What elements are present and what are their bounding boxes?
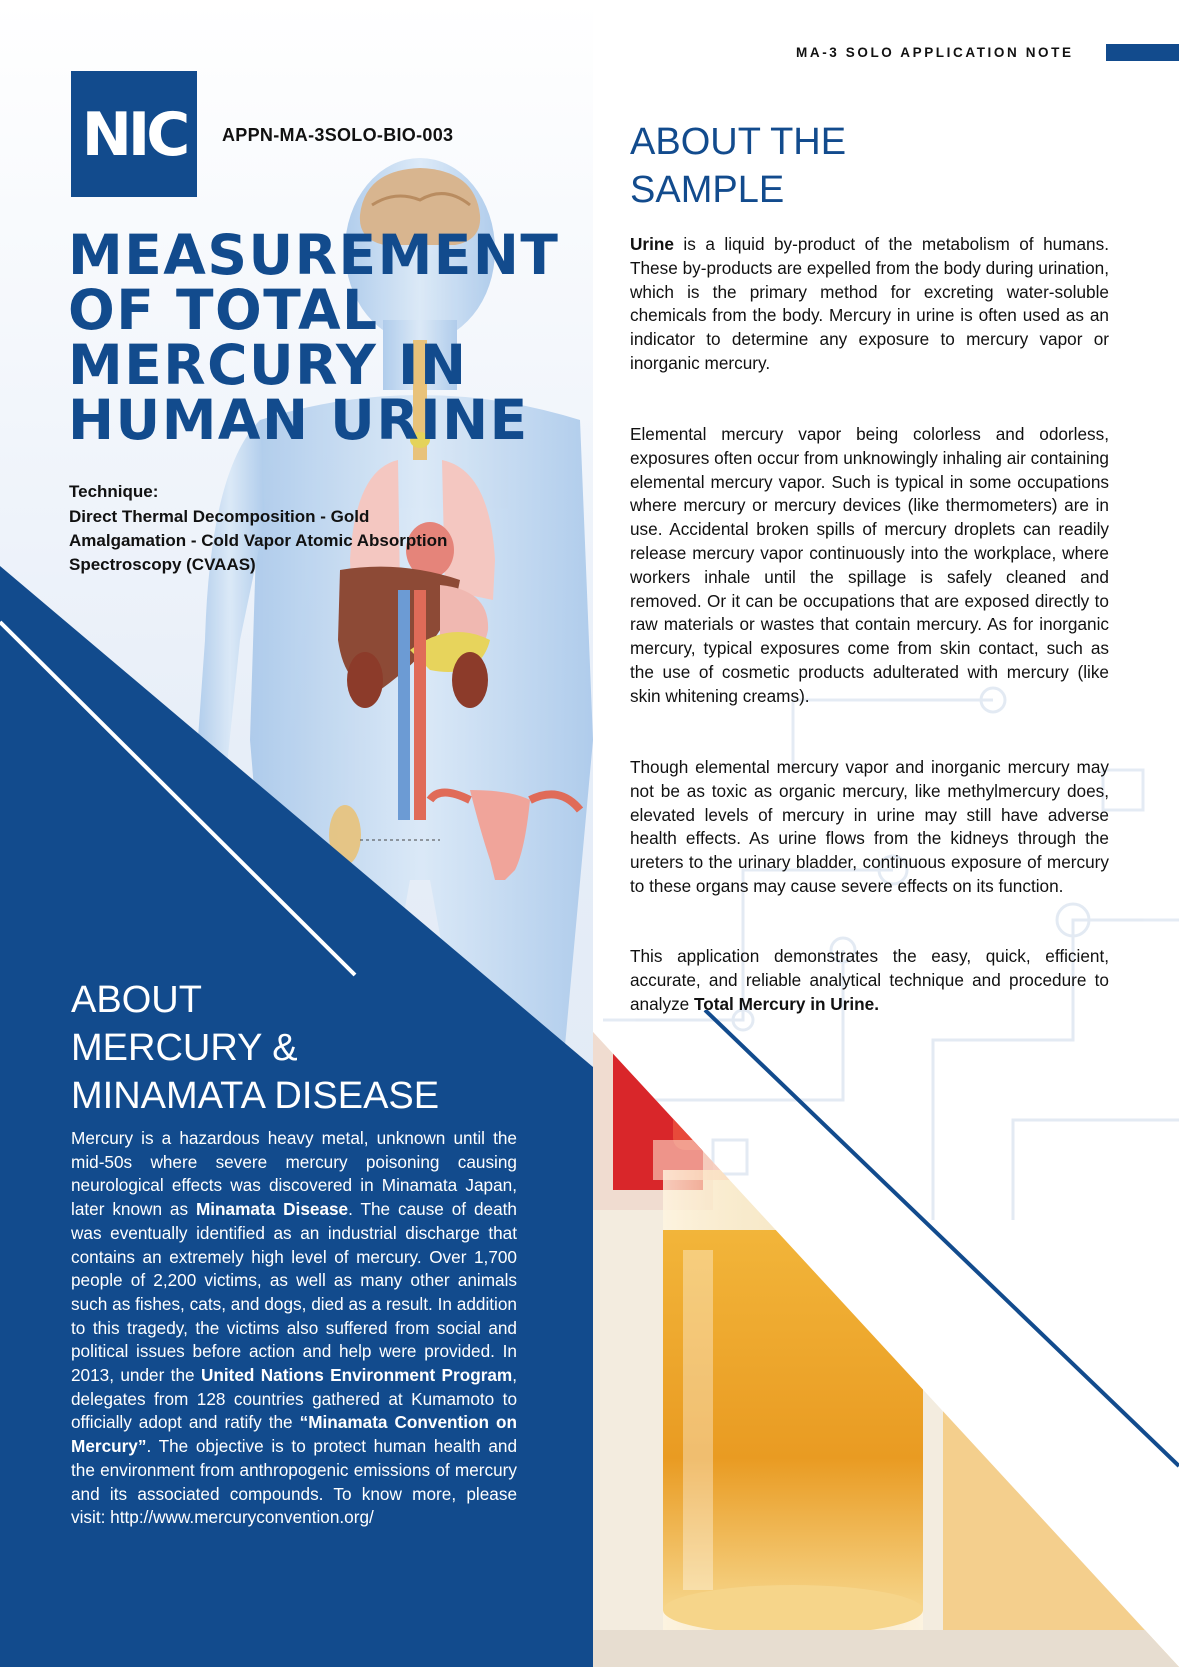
header-accent-bar [1106,44,1179,61]
header-note: MA-3 SOLO APPLICATION NOTE [796,45,1074,60]
body-bold-text: Total Mercury in Urine. [694,993,879,1014]
nic-logo [71,71,197,197]
body-text: is a liquid by-product of the metabolism of humans. These by-products are expelled from the body during urination, which is the primary method for excreting water-soluble chemicals from the body. Mercury in urine is often used as an indicator to determine any exposure to mercury vapor or inorganic mercury. [630,234,1109,373]
sample-paragraph [630,945,1109,1016]
body-bold-text: Minamata Disease [195,1199,349,1220]
body-text: , delegates from 128 countries gathered at Kumamoto to officially adopt and ratify the [71,1365,517,1433]
sample-section-heading [630,118,846,214]
heading-line: ABOUT THE [630,121,847,163]
title-line: MERCURY IN [68,333,468,397]
sample-paragraph: Elemental mercury vapor being colorless and odorless, exposures often occur from unknowingly inhaling air containing elemental mercury vapor. Such is typical in some occupations where mercury or mercury devices (like thermometers) are in use. Accidental broken spills of mercury droplets can readily release mercury vapor continuously into the workplace, where workers inhale until the spillage is safely cleaned and removed. Or it can be occupations that are exposed directly to raw materials or wastes that contain mercury. As for inorganic mercury, typical exposures come from skin contact, such as the use of cosmetic products adulterated with mercury (like skin whitening creams). [630,424,1109,706]
logo-text: NIC [81,100,187,169]
mercury-section-heading [71,976,439,1120]
title-line: MEASUREMENT [68,223,560,287]
heading-line: MINAMATA DISEASE [71,1075,440,1117]
document-code: APPN-MA-3SOLO-BIO-003 [222,125,454,145]
sample-paragraph: Though elemental mercury vapor and inorganic mercury may not be as toxic as organic mercury, like methylmercury does, elevated levels of mercury in urine may still have adverse health effects. As urine flows from the kidneys through the ureters to the urinary bladder, continuous exposure of mercury to these organs may cause severe effects on its function. [630,757,1109,896]
body-text: This application demonstrates the easy, quick, efficient, accurate, and reliable analytical technique and procedure to analyze [630,946,1109,1014]
title-line: HUMAN URINE [68,388,529,452]
heading-line: SAMPLE [630,169,785,211]
body-bold-text: United Nations Environment Program [200,1365,513,1386]
title-line: OF TOTAL [68,278,379,342]
body-bold-text: “Minamata Convention on Mercury” [71,1412,517,1457]
body-text: . The objective is to protect human health and the environment from anthropogenic emissions of mercury and its associated compounds. To know more, please visit: http://www.mercuryconvention.org/ [71,1436,517,1528]
heading-line: MERCURY & [71,1027,298,1069]
urine-sample-photo [593,1010,1179,1667]
body-text: Mercury is a hazardous heavy metal, unknown until the mid-50s where severe mercury poisoning causing neurological effects was discovered in Minamata Japan, later known as [71,1128,517,1220]
body-bold-text: Urine [630,234,674,254]
technique-text: Direct Thermal Decomposition - Gold Amalgamation - Cold Vapor Atomic Absorption Spectroscopy (CVAAS) [69,507,448,574]
sample-paragraph [630,233,1109,376]
body-text: . The cause of death was eventually identified as an industrial discharge that contains an extremely high level of mercury. Over 1,700 people of 2,200 victims, as well as many other animals such as fishes, cats, and dogs, died as a result. In addition to this tragedy, the victims also suffered from social and political issues before action and help were provided. In 2013, under the [71,1199,517,1386]
nic-logo-icon [79,99,189,169]
mercury-section-body [71,1127,517,1530]
heading-line: ABOUT [71,979,202,1021]
page-title [68,223,588,452]
technique-label: Technique: [69,482,159,501]
